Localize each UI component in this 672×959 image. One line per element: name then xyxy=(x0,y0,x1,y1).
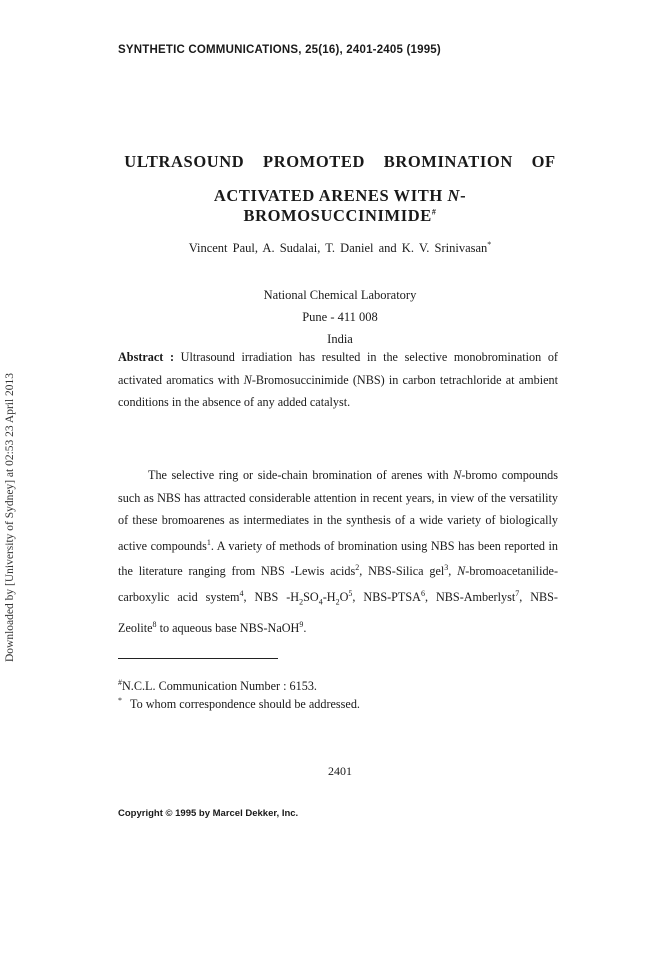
ref-8: 8 xyxy=(152,619,157,629)
footnote-2 xyxy=(118,696,360,712)
ref-7: 7 xyxy=(515,588,520,598)
abstract-italic: N xyxy=(243,372,252,387)
title-text-a: ACTIVATED ARENES WITH xyxy=(213,186,448,205)
affiliation-institution: National Chemical Laboratory xyxy=(263,288,417,302)
article-title-line-2 xyxy=(120,186,560,226)
para-i: -H xyxy=(322,589,336,604)
download-notice: Downloaded by [University of Sydney] at 02:53 23 April 2013 xyxy=(4,372,16,662)
title-text-b: -BROMOSUCCINIMIDE xyxy=(243,186,467,225)
para-italic-n2: N xyxy=(457,564,466,579)
copyright-line: Copyright © 1995 by Marcel Dekker, Inc. xyxy=(118,808,299,819)
para-italic-n1: N xyxy=(453,468,462,482)
ref-9: 9 xyxy=(299,619,304,629)
ref-2: 2 xyxy=(355,563,360,573)
para-f: -bromoacetanilide-carboxylic acid system xyxy=(118,564,559,604)
para-h: SO xyxy=(303,589,319,604)
abstract-text-1: Ultrasound irradiation has resulted in the selective monobromination of activated aromatics with xyxy=(118,350,558,387)
abstract-text-2: -Bromosuccinimide (NBS) in carbon tetrachloride at ambient conditions in the absence of any added catalyst. xyxy=(118,372,558,409)
para-g: , NBS -H xyxy=(243,589,300,604)
intro-paragraph xyxy=(118,464,558,639)
para-j: O xyxy=(339,589,349,604)
journal-header: SYNTHETIC COMMUNICATIONS, 25(16), 2401-2405 (1995) xyxy=(118,44,441,56)
para-e: , xyxy=(448,564,458,579)
sub-3: 2 xyxy=(335,597,340,607)
affiliation-city: Pune - 411 008 xyxy=(302,310,378,324)
ref-4: 4 xyxy=(239,588,244,598)
para-l: , NBS-Amberlyst xyxy=(424,589,516,604)
article-title-line-1: ULTRASOUND PROMOTED BROMINATION OF xyxy=(124,152,556,171)
footnote-text-1: N.C.L. Communication Number : 6153. xyxy=(122,679,317,694)
para-n: to aqueous base NBS-NaOH xyxy=(156,620,300,635)
ref-1: 1 xyxy=(206,537,211,547)
ref-5: 5 xyxy=(348,588,353,598)
para-c: . A variety of methods of bromination using NBS has been reported in the literature ranging from NBS -Lewis acids xyxy=(118,538,558,579)
abstract xyxy=(118,346,558,414)
para-b: -bromo compounds such as NBS has attracted considerable attention in recent years, in view of the versatility of these bromoarenes as intermediates in the synthesis of a wide variety of biologically active compounds xyxy=(118,468,558,553)
ref-6: 6 xyxy=(420,588,425,598)
author-list xyxy=(120,240,560,256)
footnote-divider xyxy=(118,658,278,659)
ref-3: 3 xyxy=(444,563,449,573)
footnote-mark-1: # xyxy=(118,678,122,687)
para-o: . xyxy=(303,620,307,635)
footnote-mark-2: * xyxy=(118,696,122,705)
authors-text: Vincent Paul, A. Sudalai, T. Daniel and K. V. Srinivasan xyxy=(188,241,488,256)
affiliation-country: India xyxy=(327,332,353,346)
para-d: , NBS-Silica gel xyxy=(359,564,445,579)
title-italic-n: N xyxy=(447,186,461,205)
para-k: , NBS-PTSA xyxy=(352,589,421,604)
footnote-text-2: To whom correspondence should be addressed. xyxy=(130,697,360,712)
title-mark: # xyxy=(431,207,437,217)
para-m: , NBS-Zeolite xyxy=(118,589,558,635)
footnote-1 xyxy=(118,678,317,694)
abstract-label: Abstract : xyxy=(118,350,175,364)
sub-2: 4 xyxy=(318,597,323,607)
page-number: 2401 xyxy=(328,764,352,778)
sub-1: 2 xyxy=(299,597,304,607)
author-mark: * xyxy=(487,240,492,249)
para-a: The selective ring or side-chain bromination of arenes with xyxy=(148,468,454,482)
